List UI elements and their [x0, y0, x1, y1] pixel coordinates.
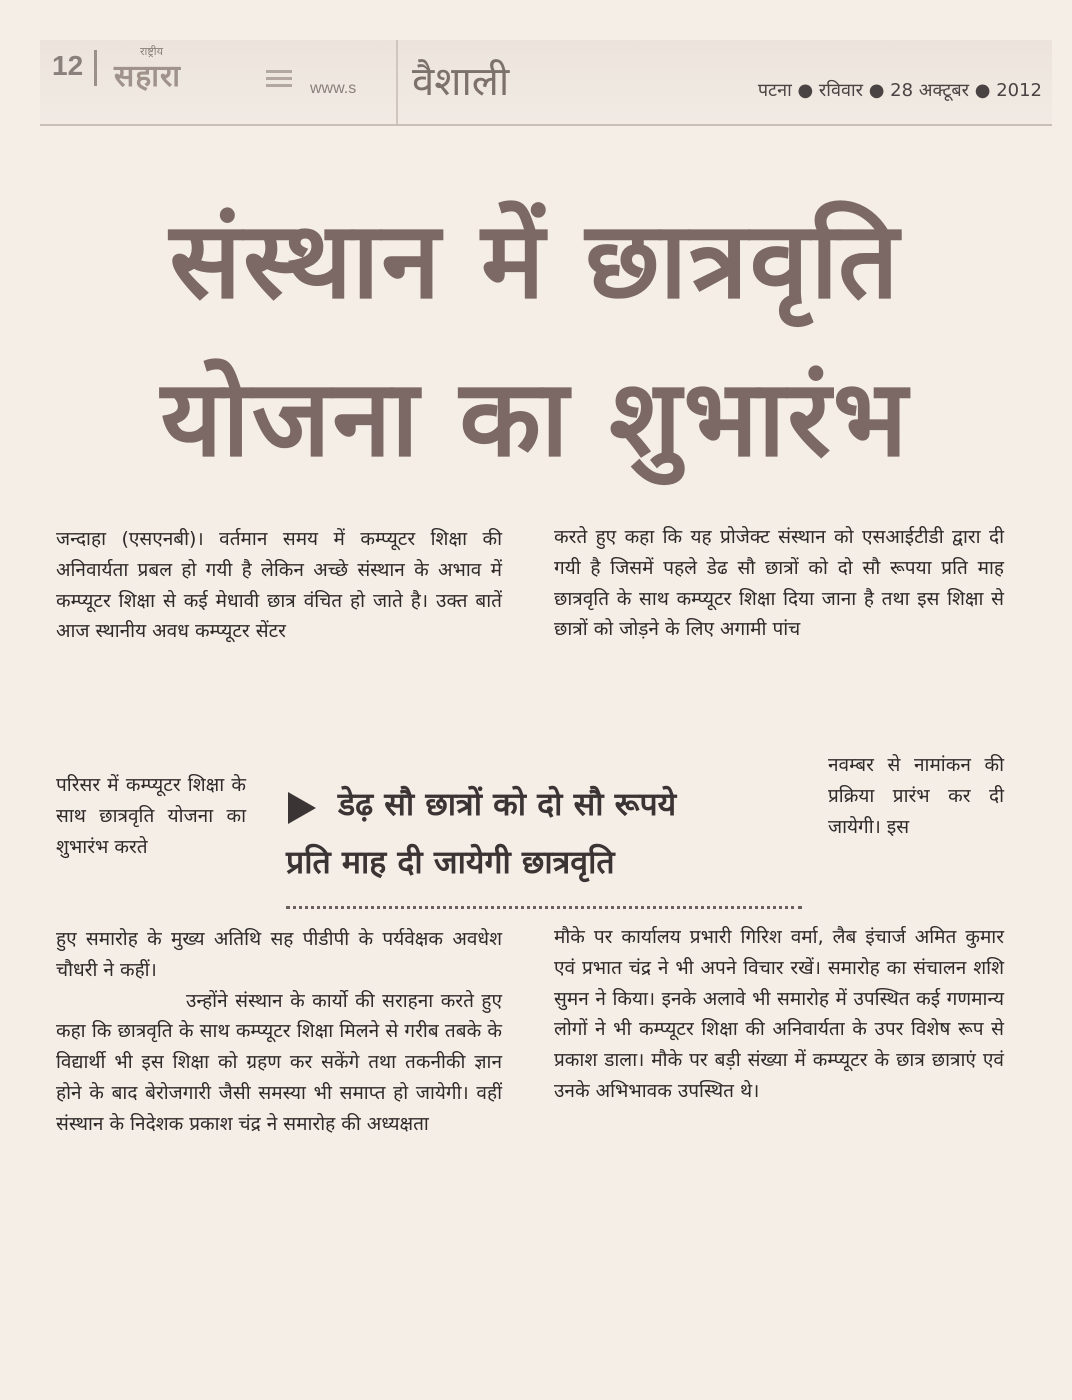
article-paragraph: करते हुए कहा कि यह प्रोजेक्ट संस्थान को एसआईटीडी द्वारा दी गयी है जिसमें पहले डेढ सौ छात्रों को दो सौ रूपया प्रति माह छात्रवृति के साथ कम्प्यूटर शिक्षा दिया जाना है तथा इस शिक्षा से छात्रों को जोड़ने के लिए अगामी पांच: [554, 526, 1004, 641]
article-paragraph: मौके पर कार्यालय प्रभारी गिरिश वर्मा, लैब इंचार्ज अमित कुमार एवं प्रभात चंद्र ने भी अपने विचार रखें। समारोह का संचालन शशि सुमन ने किया। इनके अलावे भी समारोह में उपस्थित कई गणमान्य लोगों ने भी कम्प्यूटर शिक्षा की अनिवार्यता के उपर विशेष रूप से प्रकाश डाला। मौके पर बड़ी संख्या में कम्प्यूटर के छात्र छात्राएं एवं उनके अभिभावक उपस्थित थे।: [554, 926, 1004, 1102]
masthead: [40, 40, 1052, 128]
paper-name-prefix: राष्ट्रीय: [140, 45, 164, 58]
page-number-divider: [94, 50, 97, 86]
dateline: पटना ● रविवार ● 28 अक्टूबर ● 2012: [757, 80, 1042, 101]
paper-name: सहारा: [114, 59, 182, 94]
page-number: 12: [52, 50, 84, 81]
article-column-2-bottom: [554, 922, 1004, 1107]
pull-quote-line-1: डेढ़ सौ छात्रों को दो सौ रूपये: [338, 785, 677, 823]
edition-name: वैशाली: [412, 59, 510, 105]
article-column-2-top: [554, 522, 1004, 645]
article-paragraph: परिसर में कम्प्यूटर शिक्षा के साथ छात्रवृति योजना का शुभारंभ करते: [56, 774, 246, 858]
triangle-bullet-icon: [288, 792, 316, 824]
article-column-1-top: [56, 524, 502, 647]
article-column-1-narrow: [56, 770, 246, 862]
paper-name-lines: [266, 70, 292, 91]
article-paragraph: हुए समारोह के मुख्य अतिथि सह पीडीपी के पर्यवेक्षक अवधेश चौधरी ने कहीं।: [56, 928, 502, 981]
pull-quote: [286, 766, 806, 914]
article-paragraph: जन्दाहा (एसएनबी)। वर्तमान समय में कम्प्यूटर शिक्षा की अनिवार्यता प्रबल हो गयी है लेकिन अच्छे संस्थान के अभाव में कम्प्यूटर शिक्षा से कई मेधावी छात्र वंचित हो जाते है। उक्त बातें आज स्थानीय अवध कम्प्यूटर सेंटर: [56, 528, 502, 643]
article-paragraph: नवम्बर से नामांकन की प्रक्रिया प्रारंभ कर दी जायेगी। इस: [828, 754, 1004, 838]
article-column-2-narrow: [828, 750, 1004, 842]
headline: [40, 182, 1030, 498]
headline-line-2: योजना का शुभारंभ: [160, 357, 910, 480]
article-paragraph: उन्होंने संस्थान के कार्यो की सराहना करते हुए कहा कि छात्रवृति के साथ कम्प्यूटर शिक्षा मिलने से गरीब तबके के विद्यार्थी भी इस शिक्षा को ग्रहण कर सकेंगे तथा तकनीकी ज्ञान होने के बाद बेरोजगारी जैसी समस्या भी समाप्त हो जायेगी। वहीं संस्थान के निदेशक प्रकाश चंद्र ने समारोह की अध्यक्षता: [56, 989, 502, 1135]
masthead-separator: [396, 40, 398, 124]
pull-quote-line-2: प्रति माह दी जायेगी छात्रवृति: [286, 843, 615, 881]
pull-quote-divider: [286, 906, 802, 909]
website: www.s: [310, 80, 357, 97]
article-column-1-bottom: [56, 924, 502, 1140]
headline-line-1: संस्थान में छात्रवृति: [169, 199, 901, 322]
